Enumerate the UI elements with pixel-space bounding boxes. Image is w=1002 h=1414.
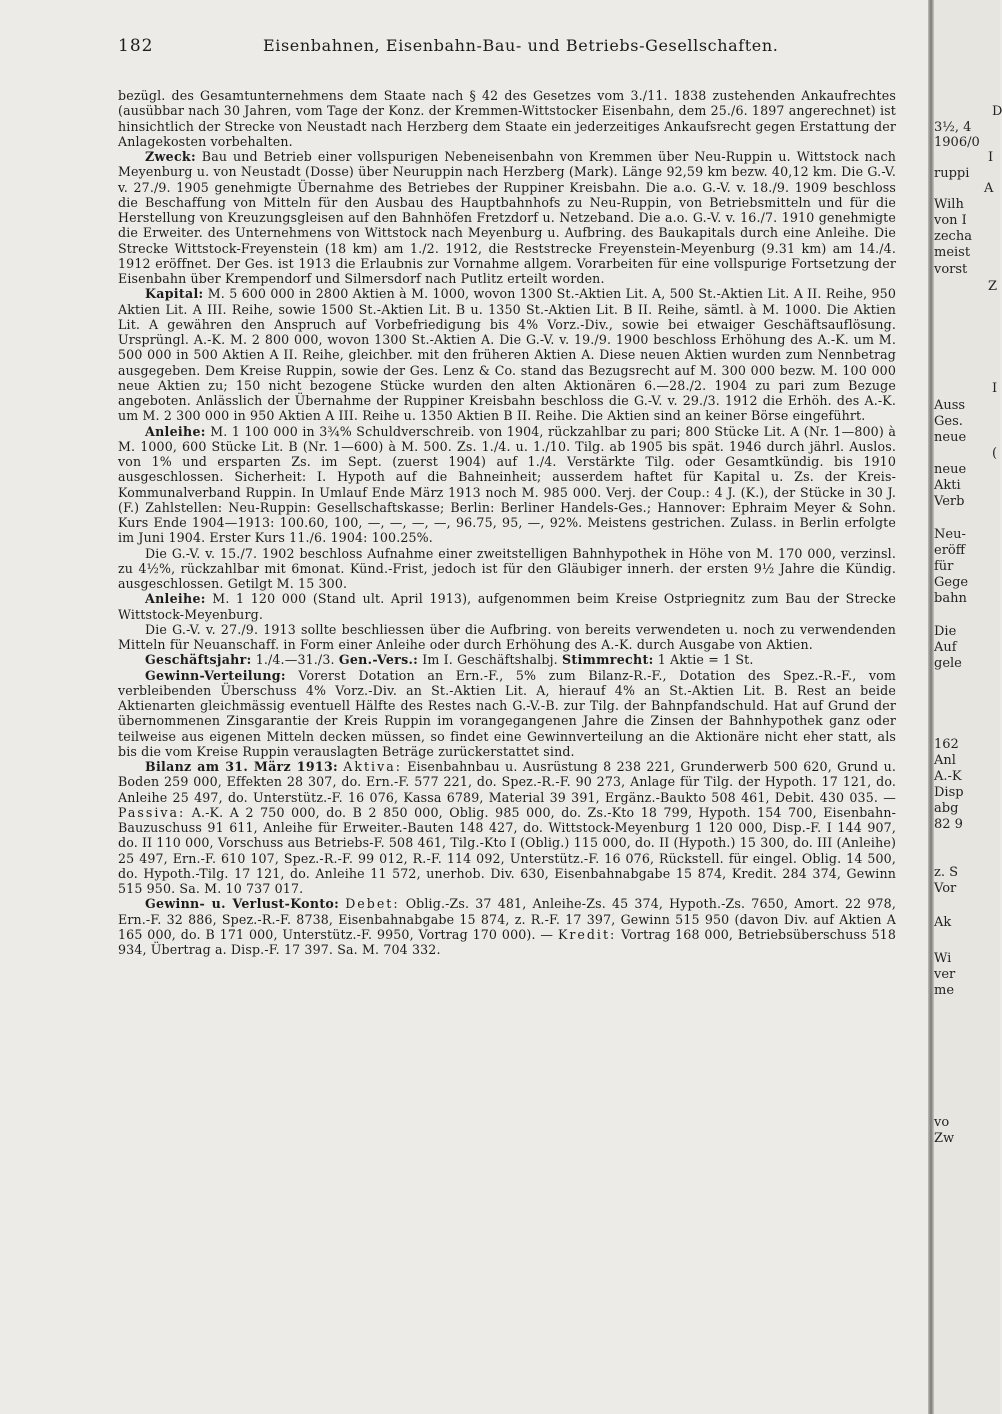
stimmrecht-heading: Stimmrecht: (561, 652, 654, 668)
facing-page-line: 1906/0 (934, 135, 980, 150)
kapital-text: M. 5 600 000 in 2800 Aktien à M. 1000, wovon 1300 St.-Aktien Lit. A, 500 St.-Aktien Lit. A II. Reihe, 950 Aktien Lit. A III. Reihe, sowie 1500 St.-Aktien Lit. B u. 1350 St.-Aktien Lit. B II. Reihe, sämtl. à M. 1000. Die Aktien Lit. A gewähren den Anspruch auf Vorbefriedigung bis 4% Vorz.-Div., sowie bei etwaiger Geschäftsauflösung. Ursprüngl. A.-K. M. 2 800 000, wovon 1300 St.-Aktien A. Die G.-V. v. 19./9. 1900 beschloss Erhöhung des A.-K. um M. 500 000 in 500 Aktien A II. Reihe, gleichber. mit den früheren Aktien A. Diese neuen Aktien wurden zum Nennbetrag ausgegeben. Dem Kreise Ruppin, sowie der Ges. Lenz & Co. stand das Bezugsrecht auf M. 300 000 bezw. M. 100 000 neue Aktien zu; 150 nicht bezogene Stücke wurden den alten Aktionären 6.—28./2. 1904 zu pari zum Bezuge angeboten. Anlässlich der Übernahme der Ruppiner Kreisbahn beschloss die G.-V. v. 29./3. 1912 die Erhöh. des A.-K. um M. 2 300 000 in 950 Aktien A III. Reihe u. 1350 Aktien B II. Reihe. Die Aktien sind an keiner Börse eingeführt. (118, 286, 896, 424)
zweck-section (118, 149, 896, 286)
passiva-text: A.-K. A 2 750 000, do. B 2 850 000, Oblig. 985 000, do. Zs.-Kto 18 799, Hypoth. 154 700, Eisenbahn-Bauzuschuss 91 611, Anleihe für Erweiter.-Bauten 148 427, do. Wittstock-Meyenburg 1 120 000, Disp.-F. I 144 907, do. II 110 000, Vorschuss aus Betriebs-F. 508 461, Tilg.-Kto I (Oblig.) 115 000, do. II (Hypoth.) 15 300, do. III (Anleihe) 25 497, Ern.-F. 610 107, Spez.-R.-F. 99 012, R.-F. 114 092, Unterstütz.-F. 16 076, Rückstell. für eingel. Oblig. 14 500, do. Hypoth.-Tilg. 17 121, do. Anleihe 11 572, unerhob. Div. 630, Eisenbahnabgabe 15 874, Kredit. 284 374, Gewinn 515 950. Sa. M. 10 737 017. (118, 804, 897, 896)
facing-page-line: Verb (934, 494, 965, 509)
facing-page-line: z. S (934, 865, 959, 880)
facing-page-line: Auss (934, 398, 966, 413)
passiva-label: Passiva: (118, 804, 186, 820)
gen-vers-heading: Gen.-Vers.: (338, 652, 419, 668)
intro-paragraph: bezügl. des Gesamtunternehmens dem Staate nach § 42 des Gesetzes vom 3./11. 1838 zustehenden Ankaufrechtes (ausübbar nach 30 Jahren, vom Tage der Konz. der Kremmen-Wittstocker Eisenbahn, dem 25./6. 1897 angerechnet) ist hinsichtlich der Strecke von Neustadt nach Herzberg dem Staate ein jederzeitiges Ankaufsrecht gegen Erstattung der Anlagekosten vorbehalten. (118, 88, 896, 149)
facing-page-line: I (988, 150, 994, 165)
bilanz-section (118, 759, 896, 896)
gewinn-verteilung-heading: Gewinn-Verteilung: (145, 667, 286, 683)
main-text (118, 88, 896, 957)
bilanz-heading: Bilanz am 31. März 1913: (145, 759, 338, 774)
facing-page-line: 162 (934, 737, 959, 752)
anleihe-text-2: M. 1 120 000 (Stand ult. April 1913), aufgenommen beim Kreise Ostpriegnitz zum Bau der Strecke Wittstock-Meyenburg. (118, 591, 897, 622)
facing-page-line: ver (934, 967, 956, 982)
guv-section (118, 896, 896, 957)
zweck-heading: Zweck: (145, 149, 196, 164)
facing-page-line: Wilh (934, 197, 964, 212)
anleihe-section-2 (118, 591, 896, 622)
hypothek-paragraph: Die G.-V. v. 15./7. 1902 beschloss Aufnahme einer zweitstelligen Bahnhypothek in Höhe von M. 170 000, verzinsl. zu 4½%, rückzahlbar mit 6monat. Künd.-Frist, jedoch ist für den Gläubiger innerh. der ersten 9½ Jahre die Kündig. ausgeschlossen. Getilgt M. 15 300. (118, 545, 896, 591)
page-number: 182 (118, 36, 154, 56)
geschaeftsjahr-value: 1./4.—31./3. (255, 652, 335, 668)
facing-page-line: vorst (934, 262, 968, 277)
facing-page-line: vo (934, 1115, 950, 1130)
facing-page-line: Akti (934, 478, 961, 493)
facing-page-line: eröff (934, 543, 965, 558)
facing-page-line: von I (934, 213, 967, 228)
facing-page-line: Auf (934, 640, 957, 655)
anleihe-text-1: M. 1 100 000 in 3¾% Schuldverschreib. von 1904, rückzahlbar zu pari; 800 Stücke Lit. A (Nr. 1—800) à M. 1000, 600 Stücke Lit. B (Nr. 1—600) à M. 500. Zs. 1./4. u. 1./10. Tilg. ab 1905 bis spät. 1946 durch jährl. Auslos. von 1% und ersparten Zs. im Sept. (zuerst 1904) auf 1./4. Verstärkte Tilg. oder Gesamtkündig. bis 1910 ausgeschlossen. Sicherheit: I. Hypoth auf die Bahneinheit; ausserdem haftet für Kapital u. Zs. der Kreis-Kommunalverband Ruppin. In Umlauf Ende März 1913 noch M. 985 000. Verj. der Coup.: 4 J. (K.), der Stücke in 30 J. (F.) Zahlstellen: Neu-Ruppin: Gesellschaftskasse; Berlin: Berliner Handels-Ges.; Hannover: Ephraim Meyer & Sohn. Kurs Ende 1904—1913: 100.60, 100, —, —, —, —, 96.75, 95, —, 92%. Meistens gestrichen. Zulass. in Berlin erfolgte im Juni 1904. Erster Kurs 11./6. 1904: 100.25%. (118, 423, 896, 546)
facing-page-line: gele (934, 656, 962, 671)
facing-page-line: I (992, 381, 998, 396)
facing-page-line: für (934, 559, 954, 574)
guv-heading: Gewinn- u. Verlust-Konto: (145, 896, 340, 912)
page-header (118, 36, 908, 58)
facing-page-line: bahn (934, 591, 967, 606)
facing-page-line: Zw (934, 1131, 955, 1146)
aktiva-text: Eisenbahnbau u. Ausrüstung 8 238 221, Grunderwerb 500 620, Grund u. Boden 259 000, Effekten 28 307, do. Ern.-F. 577 221, do. Spez.-R.-F. 90 273, Anlage für Tilg. der Hypoth. 17 121, do. Anleihe 25 497, do. Unterstütz.-F. 16 076, Kassa 6789, Material 39 391, Ergänz.-Baukto 508 461, Debit. 430 035. — (118, 759, 896, 805)
facing-page-line: ruppi (934, 166, 970, 181)
geschaeftsjahr-heading: Geschäftsjahr: (145, 652, 252, 668)
facing-page-line: 82 9 (934, 817, 963, 832)
facing-page-line: me (934, 983, 955, 998)
gv-1913-paragraph: Die G.-V. v. 27./9. 1913 sollte beschliessen über die Aufbring. von bereits verwendeten u. noch zu verwendenden Mitteln für Neuanschaff. in Form einer Anleihe oder durch Erhöhung des A.-K. durch Ausgabe von Aktien. (118, 621, 896, 652)
zweck-text: Bau und Betrieb einer vollspurigen Nebeneisenbahn von Kremmen über Neu-Ruppin u. Wittstock nach Meyenburg u. von Neustadt (Dosse) über Neuruppin nach Herzberg (Mark). Länge 92,59 km bezw. 40,12 km. Die G.-V. v. 27./9. 1905 genehmigte Übernahme des Betriebes der Ruppiner Kreisbahn. Die a.o. G.-V. v. 18./9. 1909 beschloss die Beschaffung von Mitteln für den Ausbau des Hauptbahnhofs zu Neu-Ruppin, von Betriebsmitteln und für die Herstellung von Kreuzungsgleisen auf den Bahnhöfen Fretzdorf u. Netzeband. Die a.o. G.-V. v. 16./7. 1910 genehmigte die Erweiter. des Unternehmens von Wittstock nach Meyenburg u. Aufbring. des Baukapitals durch eine Anleihe. Die Strecke Wittstock-Freyenstein (18 km) am 1./2. 1912, die Reststrecke Freyenstein-Meyenburg (9.31 km) am 14./4. 1912 eröffnet. Der Ges. ist 1913 die Erlaubnis zur Vornahme allgem. Vorarbeiten für eine vollspurige Fortsetzung der Eisenbahn über Krempendorf und Silmersdorf nach Putlitz erteilt worden. (118, 149, 897, 286)
facing-page-line: D (992, 104, 1002, 119)
kredit-label: Kredit: (557, 926, 617, 942)
facing-page-line: Anl (934, 753, 956, 768)
facing-page-line: ( (992, 446, 998, 461)
geschaeftsjahr-line (118, 652, 896, 667)
facing-page-line: A (984, 181, 994, 196)
facing-page-line: neue (934, 462, 967, 477)
gewinn-verteilung-section (118, 668, 896, 760)
facing-page-line: 3½, 4 (934, 120, 972, 135)
debet-label: Debet: (345, 896, 400, 912)
facing-page-line: neue (934, 430, 967, 445)
facing-page-line: Z (988, 279, 998, 294)
facing-page-line: Ak (934, 915, 952, 930)
facing-page-line: Vor (934, 881, 957, 896)
facing-page-line: Gege (934, 575, 969, 590)
facing-page-line: A.-K (934, 769, 962, 784)
anleihe-section-1 (118, 424, 896, 546)
aktiva-label: Aktiva: (343, 759, 402, 774)
facing-page-line: abg (934, 801, 959, 816)
gewinn-verteilung-text: Vorerst Dotation an Ern.-F., 5% zum Bilanz-R.-F., Dotation des Spez.-R.-F., vom verbleibenden Überschuss 4% Vorz.-Div. an St.-Aktien Lit. A, hierauf 4% an St.-Aktien Lit. B. Rest an beide Aktienarten gleichmässig eventuell Hälfte des Restes nach G.-V.-B. zur Tilg. der Bahnpfandschuld. Hat auf Grund der übernommenen Zinsgarantie der Kreis Ruppin im vorangegangenen Jahre die Zinsen der Bahnhypothek ganz oder teilweise aus eigenen Mitteln decken müssen, so findet eine Gewinnverteilung an die Aktionäre nicht eher statt, als bis die vom Kreise Ruppin verauslagten Beträge zurückerstattet sind. (118, 667, 897, 759)
anleihe-heading-2: Anleihe: (145, 591, 206, 607)
running-title: Eisenbahnen, Eisenbahn-Bau- und Betriebs-Gesellschaften. (263, 36, 779, 55)
anleihe-heading-1: Anleihe: (145, 423, 206, 439)
facing-page-line: zecha (934, 229, 972, 244)
kapital-heading: Kapital: (145, 286, 204, 302)
facing-page-line: Wi (934, 951, 952, 966)
gen-vers-value: Im I. Geschäftshalbj. (422, 652, 558, 668)
facing-page-line: Disp (934, 785, 964, 800)
kredit-text: Vortrag 168 000, Betriebsüberschuss 518 934, Übertrag a. Disp.-F. 17 397. Sa. M. 704 332. (118, 926, 896, 957)
facing-page-line: Die (934, 624, 957, 639)
facing-page-line: Ges. (934, 414, 963, 429)
kapital-section (118, 286, 896, 423)
facing-page-line: meist (934, 245, 971, 260)
stimmrecht-value: 1 Aktie = 1 St. (657, 652, 754, 668)
facing-page-fragment (934, 0, 1000, 1414)
debet-text: Oblig.-Zs. 37 481, Anleihe-Zs. 45 374, Hypoth.-Zs. 7650, Amort. 22 978, Ern.-F. 32 886, Spez.-R.-F. 8738, Eisenbahnabgabe 15 874, z. R.-F. 17 397, Gewinn 515 950 (davon Div. auf Aktien A 165 000, do. B 171 000, Unterstütz.-F. 9950, Vortrag 170 000). — (118, 896, 896, 942)
facing-page-line: Neu- (934, 527, 966, 542)
